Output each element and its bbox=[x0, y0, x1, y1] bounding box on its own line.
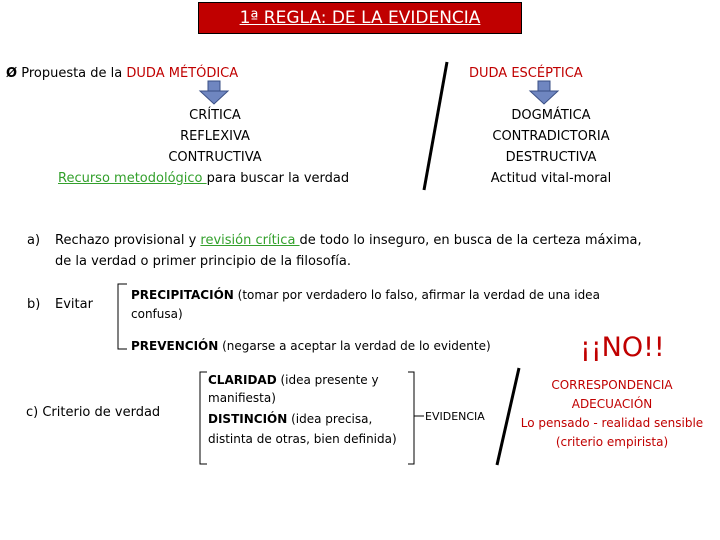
prevencion-term: PREVENCIÓN bbox=[131, 339, 219, 353]
recurso-rest: para buscar la verdad bbox=[206, 171, 350, 186]
claridad-line1 bbox=[208, 373, 379, 387]
esceptica-item-actitud: Actitud vital-moral bbox=[490, 171, 612, 186]
realidad-sensible-label: Lo pensado - realidad sensible bbox=[520, 416, 704, 430]
divider-slash-top bbox=[424, 62, 447, 190]
esceptica-item-contradictoria: CONTRADICTORIA bbox=[492, 129, 610, 144]
esceptica-item-dogmatica: DOGMÁTICA bbox=[511, 108, 591, 123]
bullet-arrow-icon: Ø bbox=[6, 66, 18, 81]
precipitacion-line1 bbox=[131, 288, 600, 302]
duda-metodica-label: DUDA MÉTÓDICA bbox=[126, 66, 239, 81]
no-exclamation: ¡¡NO!! bbox=[580, 332, 665, 363]
precipitacion-term: PRECIPITACIÓN bbox=[131, 288, 234, 302]
recurso-line bbox=[58, 171, 349, 186]
page-title: 1ª REGLA: DE LA EVIDENCIA bbox=[239, 8, 481, 28]
evitar-bracket bbox=[118, 284, 127, 349]
propuesta-prefix: Propuesta de la bbox=[21, 66, 127, 81]
revision-critica-link: revisión crítica bbox=[200, 233, 300, 248]
precipitacion-desc: (tomar por verdadero lo falso, afirmar la verdad de una idea bbox=[233, 288, 600, 302]
metodica-item-reflexiva: REFLEXIVA bbox=[180, 129, 250, 144]
arrow-down-icon-right bbox=[530, 81, 558, 104]
distincion-line1 bbox=[208, 412, 372, 426]
prevencion-line bbox=[131, 339, 491, 353]
point-a-line1 bbox=[55, 233, 642, 248]
criterio-label: c) Criterio de verdad bbox=[26, 405, 161, 420]
claridad-desc: (idea presente y bbox=[276, 373, 379, 387]
recurso-link: Recurso metodológico bbox=[58, 171, 207, 186]
metodica-item-contructiva: CONTRUCTIVA bbox=[168, 150, 262, 165]
precipitacion-line2: confusa) bbox=[131, 307, 183, 321]
arrow-down-icon-left bbox=[200, 81, 228, 104]
metodica-item-critica: CRÍTICA bbox=[189, 108, 241, 123]
point-a-pre: Rechazo provisional y bbox=[55, 233, 201, 248]
distincion-term: DISTINCIÓN bbox=[208, 412, 288, 426]
duda-esceptica-label: DUDA ESCÉPTICA bbox=[469, 66, 583, 81]
claridad-term: CLARIDAD bbox=[208, 373, 277, 387]
point-a-post: de todo lo inseguro, en busca de la certeza máxima, bbox=[299, 233, 642, 248]
criterio-bracket-left bbox=[200, 372, 207, 464]
esceptica-item-destructiva: DESTRUCTIVA bbox=[505, 150, 597, 165]
evidencia-label: EVIDENCIA bbox=[425, 410, 485, 423]
criterio-empirista-label: (criterio empirista) bbox=[555, 435, 669, 449]
criterio-bracket-right bbox=[408, 372, 414, 464]
point-a-line2: de la verdad o primer principio de la filosofía. bbox=[55, 254, 351, 269]
evitar-label: Evitar bbox=[55, 297, 93, 312]
claridad-line2: manifiesta) bbox=[208, 391, 276, 405]
distincion-desc: (idea precisa, bbox=[287, 412, 373, 426]
correspondencia-label: CORRESPONDENCIA bbox=[551, 378, 673, 392]
adecuacion-label: ADECUACIÓN bbox=[571, 397, 653, 411]
point-b-marker: b) bbox=[27, 297, 41, 312]
distincion-line2: distinta de otras, bien definida) bbox=[208, 432, 397, 446]
prevencion-desc: (negarse a aceptar la verdad de lo evidente) bbox=[218, 339, 491, 353]
point-a-marker: a) bbox=[27, 233, 41, 248]
